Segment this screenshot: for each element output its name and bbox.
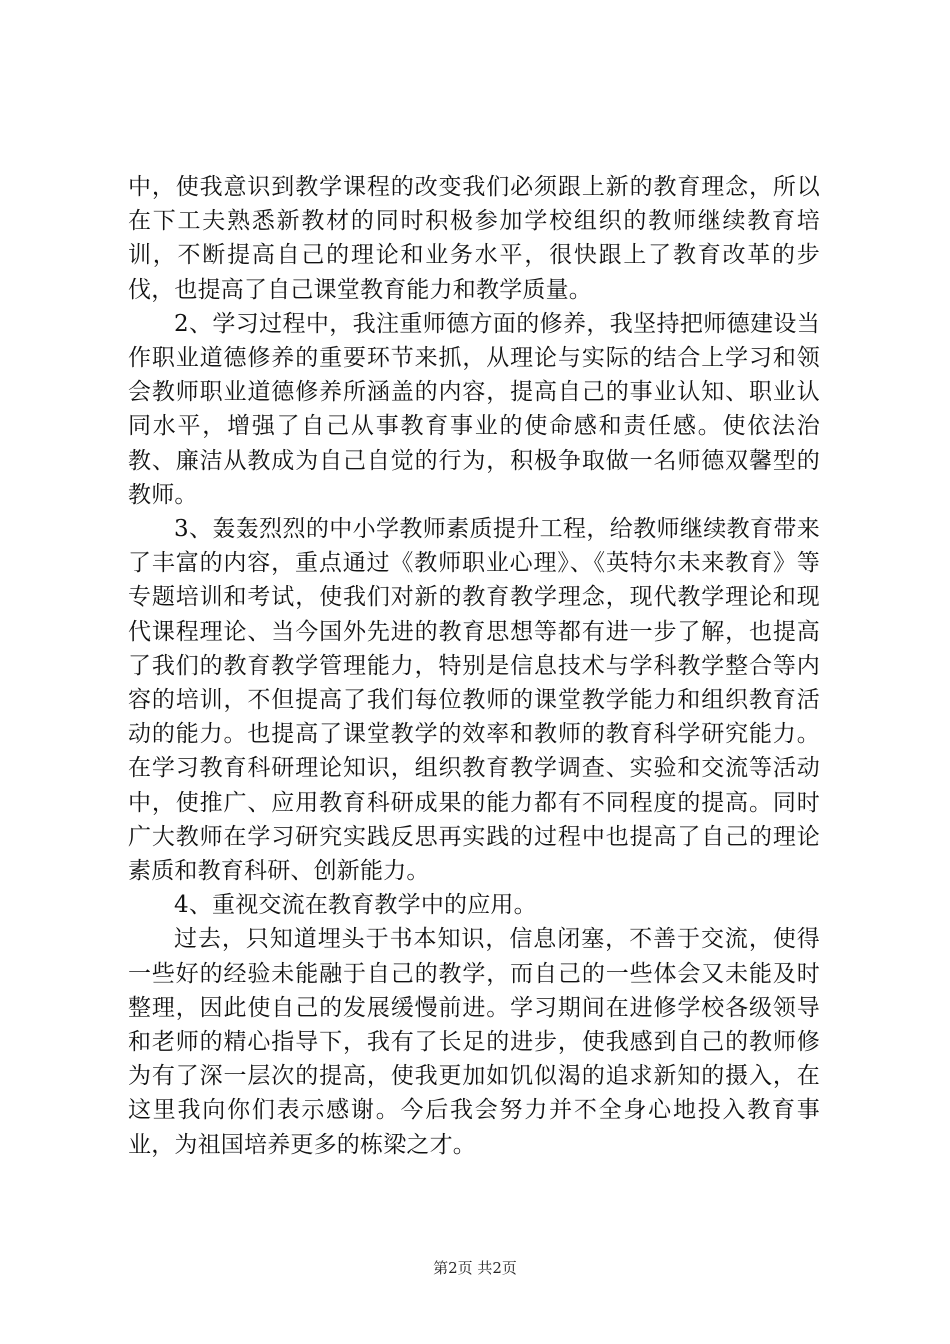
page-number-footer: 第2页 共2页 — [433, 1259, 517, 1277]
paragraph-item-2: 2、学习过程中，我注重师德方面的修养，我坚持把师德建设当作职业道德修养的重要环节来抓，从理论与实际的结合上学习和领会教师职业道德修养所涵盖的内容，提高自己的事业认知、职业认同水平，增强了自己从事教育事业的使命感和责任感。使依法治教、廉洁从教成为自己自觉的行为，积极争取做一名师德双馨型的教师。 — [128, 310, 820, 508]
paragraph-item-4: 4、重视交流在教育教学中的应用。 — [174, 892, 537, 919]
document-body — [128, 170, 820, 1162]
paragraph-item-3: 3、轰轰烈烈的中小学教师素质提升工程，给教师继续教育带来了丰富的内容，重点通过《教师职业心理》、《英特尔未来教育》等专题培训和考试，使我们对新的教育教学理念，现代教学理论和现代课程理论、当今国外先进的教育思想等都有进一步了解，也提高了我们的教育教学管理能力，特别是信息技术与学科教学整合等内容的培训，不但提高了我们每位教师的课堂教学能力和组织教育活动的能力。也提高了课堂教学的效率和教师的教育科学研究能力。在学习教育科研理论知识，组织教育教学调查、实验和交流等活动中，使推广、应用教育科研成果的能力都有不同程度的提高。同时广大教师在学习研究实践反思再实践的过程中也提高了自己的理论素质和教育科研、创新能力。 — [128, 516, 820, 885]
paragraph-item-4-body: 过去，只知道埋头于书本知识，信息闭塞，不善于交流，使得一些好的经验未能融于自己的教学，而自己的一些体会又未能及时整理，因此使自己的发展缓慢前进。学习期间在进修学校各级领导和老师的精心指导下，我有了长足的进步，使我感到自己的教师修为有了深一层次的提高，使我更加如饥似渴的追求新知的摄入，在这里我向你们表示感谢。今后我会努力并不全身心地投入教育事业，为祖国培养更多的栋梁之才。 — [128, 926, 820, 1158]
paragraph-continuation: 中，使我意识到教学课程的改变我们必须跟上新的教育理念，所以在下工夫熟悉新教材的同时积极参加学校组织的教师继续教育培训，不断提高自己的理论和业务水平，很快跟上了教育改革的步伐，也提高了自己课堂教育能力和教学质量。 — [128, 174, 820, 303]
